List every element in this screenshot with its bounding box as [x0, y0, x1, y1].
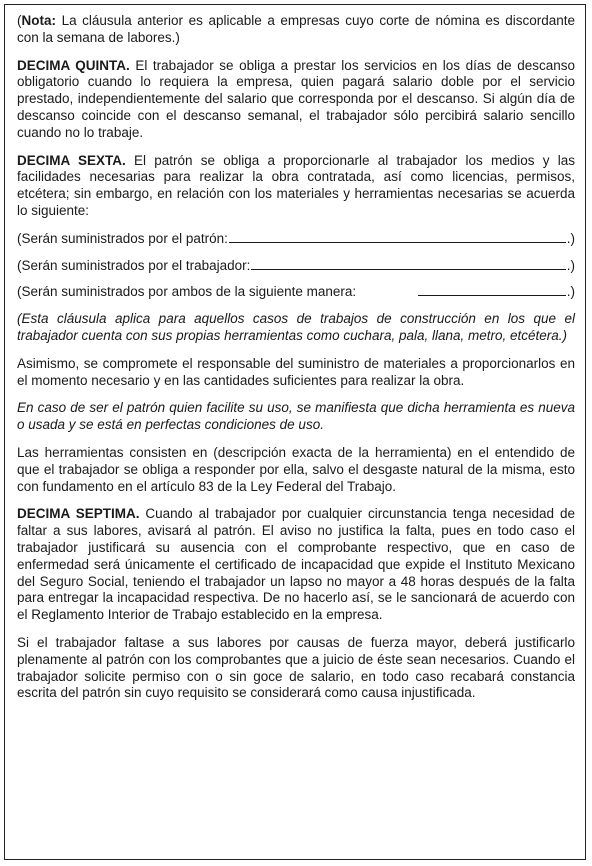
clause-sixteen: DECIMA SEXTA. El patrón se obliga a proporcionarle al trabajador los medios y las facilidades necesarias para realizar la obra contratada, así como licencias, permisos, etcétera; sin embargo, en relación con los materiales y herramientas necesarias se acuerda lo siguiente: [17, 152, 576, 218]
clause-sixteen-heading: DECIMA SEXTA. [17, 152, 126, 168]
contract-text-box [4, 4, 586, 860]
supply-both-line: (Serán suministrados por ambos de la siguiente manera: .) [17, 284, 575, 300]
clause-fifteen-heading: DECIMA QUINTA. [17, 57, 130, 73]
clause-fifteen: DECIMA QUINTA. El trabajador se obliga a prestar los servicios en los días de descanso obligatorio cuando lo requiera la empresa, quien pagará salario doble por el servicio prestado, independientemente del salario que corresponda por el descanso. Si algún día de descanso coincide con el descanso semanal, el trabajador sólo percibirá salario sencillo cuando no lo trabaje. [17, 57, 576, 140]
force-majeure-paragraph: Si el trabajador faltase a sus labores por causas de fuerza mayor, deberá justificarlo plenamente al patrón con los comprobantes que a juicio de éste sean necesarios. Cuando el trabajador solicite permiso con o sin goce de salario, en todo caso recabará constancia escrita del patrón sin cuyo requisito se considerará como causa injustificada. [17, 634, 575, 701]
supply-employer-line: (Serán suministrados por el patrón: .) [17, 230, 575, 246]
supply-worker-blank[interactable] [251, 258, 565, 270]
tool-condition-note: En caso de ser el patrón quien facilite su uso, se manifiesta que dicha herramienta es nueva o usada y se está en perfectas condiciones de uso. [17, 400, 575, 433]
tools-description-paragraph: Las herramientas consisten en (descripción exacta de la herramienta) en el entendido de que el trabajador se obliga a responder por ella, salvo el desgaste natural de la misma, esto con fundamento en el artículo 83 de la Ley Federal del Trabajo. [17, 444, 575, 494]
materials-responsible-paragraph: Asimismo, se compromete el responsable del suministro de materiales a proporcionarlos en el momento necesario y en las cantidades suficientes para realizar la obra. [17, 355, 575, 388]
supply-both-blank[interactable] [418, 284, 566, 296]
construction-note: (Esta cláusula aplica para aquellos casos de trabajos de construcción en los que el trabajador cuenta con sus propias herramientas como cuchara, pala, llana, metro, etcétera.) [17, 311, 575, 343]
clause-seventeen-heading: DECIMA SEPTIMA. [17, 506, 140, 522]
clause-seventeen: DECIMA SEPTIMA. Cuando al trabajador por cualquier circunstancia tenga necesidad de faltar a sus labores, avisará al patrón. El aviso no justifica la falta, pues en todo caso el trabajador justificará su ausencia con el comprobante respectivo, que en caso de enfermedad será únicamente el certificado de incapacidad que expide el Instituto Mexicano del Seguro Social, teniendo el trabajador un lapso no mayor a 48 horas después de la falta para entregar la incapacidad respectiva. De no hacerlo así, se le sancionará de acuerdo con el Reglamento Interior de Trabajo establecido en la empresa. [17, 506, 575, 623]
note-paragraph: (Nota: La cláusula anterior es aplicable a empresas cuyo corte de nómina es discordante con la semana de labores.) [17, 13, 575, 45]
note-label: Nota: [21, 13, 56, 28]
supply-employer-blank[interactable] [229, 231, 566, 243]
supply-worker-line: (Serán suministrados por el trabajador: .) [17, 257, 575, 273]
